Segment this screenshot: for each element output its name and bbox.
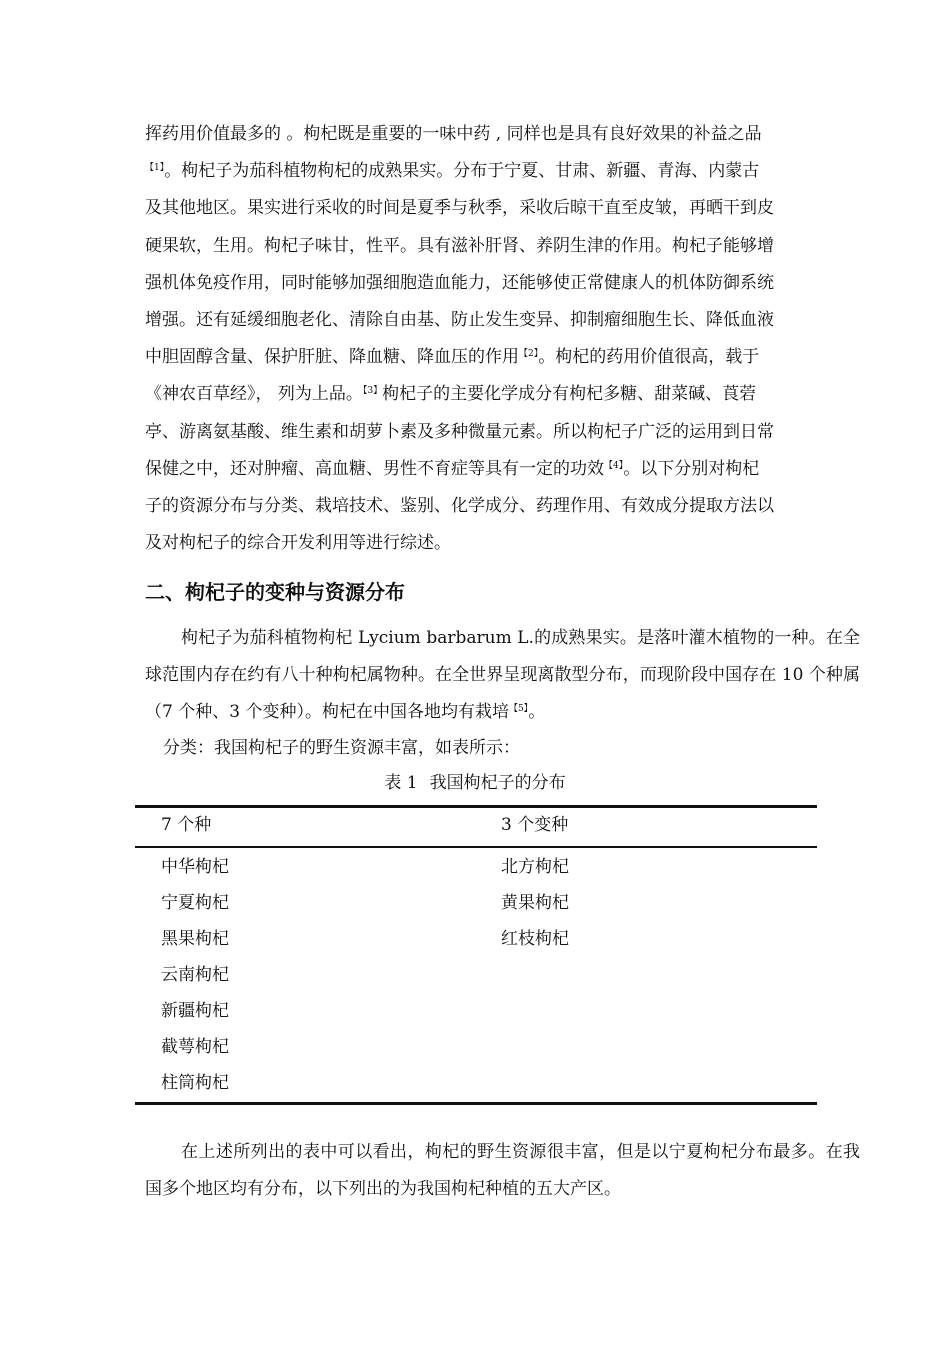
text-line: 《神农百草经》， 列为上品。$^{【3】}$枸杞子的主要化学成分有枸杞多糖、甜菜碱、莨菪 [145, 384, 757, 405]
text-line: 保健之中，还对肿瘤、高血糖、男性不育症等具有一定的功效$^{【4】}$。以下分别对枸杞 [145, 458, 760, 479]
table-cell: 宁夏枸杞 [161, 893, 229, 913]
text-line: 中胆固醇含量、保护肝脏、降血糖、降血压的作用$^{【2】}$。枸杞的药用价值很高，载于 [145, 347, 760, 368]
text-line: 强机体免疫作用，同时能够加强细胞造血能力，还能够使正常健康人的机体防御系统 [145, 272, 774, 293]
citation-ref: 【2】 [519, 349, 539, 360]
text-line: 及其他地区。果实进行采收的时间是夏季与秋季，采收后晾干直至皮皱，再晒干到皮 [145, 198, 774, 219]
text-line: 亭、游离氨基酸、维生素和胡萝卜素及多种微量元素。所以枸杞子广泛的运用到日常 [145, 421, 774, 442]
species-column [161, 849, 229, 1101]
table-caption-label: 表 1 [384, 773, 418, 793]
table-cell: 红枝枸杞 [501, 929, 569, 949]
citation-ref: 【4】 [604, 460, 624, 471]
table-cell: 黑果枸杞 [161, 929, 229, 949]
table-cell: 中华枸杞 [161, 857, 229, 877]
distribution-table [135, 805, 817, 1093]
species-paragraph: 枸杞子为茄科植物枸杞 Lycium barbarum L.的成熟果实。是落叶灌木植物的一种。在全球范围内存在约有八十种枸杞属物种。在全世界呈现离散型分布，而现阶段中国存在 10 个种属（7 个种、3 个变种）。枸杞在中国各地均有栽培$^{【5】}$。 [145, 628, 860, 723]
table-cell: 云南枸杞 [161, 965, 229, 985]
conclusion-paragraph: 在上述所列出的表中可以看出，枸杞的野生资源很丰富，但是以宁夏枸杞分布最多。在我国多个地区均有分布，以下列出的为我国枸杞种植的五大产区。 [145, 1142, 860, 1200]
text-line: 子的资源分布与分类、栽培技术、鉴别、化学成分、药理作用、有效成分提取方法以 [145, 495, 774, 516]
table-header-rule [135, 846, 817, 848]
citation-ref: 【1】 [145, 163, 165, 174]
varieties-column [501, 849, 569, 957]
table-cell: 黄果枸杞 [501, 893, 569, 913]
text-line: $^{【1】}$。枸杞子为茄科植物枸杞的成熟果实。分布于宁夏、甘肃、新疆、青海、内蒙古 [145, 161, 760, 182]
section-heading: 二、枸杞子的变种与资源分布 [145, 580, 405, 604]
table-cell: 柱筒枸杞 [161, 1073, 229, 1093]
citation-ref: 【5】 [508, 704, 529, 715]
table-header-cell: 3 个变种 [501, 815, 569, 835]
intro-paragraph [145, 116, 860, 562]
table-header-cell: 7 个种 [161, 815, 212, 835]
table-cell: 截萼枸杞 [161, 1037, 229, 1057]
text-line: 增强。还有延缓细胞老化、清除自由基、防止发生变异、抑制瘤细胞生长、降低血液 [145, 309, 774, 330]
table-cell: 北方枸杞 [501, 857, 569, 877]
table-caption-title: 我国枸杞子的分布 [429, 773, 566, 793]
table-caption [0, 766, 950, 800]
text-line: 硬果软，生用。枸杞子味甘，性平。具有滋补肝肾、养阴生津的作用。枸杞子能够增 [145, 235, 774, 256]
classification-paragraph: 分类：我国枸杞子的野生资源丰富，如表所示： [163, 738, 520, 758]
table-bottom-rule [135, 1102, 817, 1105]
text-line: 挥药用价值最多的 。枸杞既是重要的一味中药 , 同样也是具有良好效果的补益之品 [145, 124, 762, 144]
table-header-row [135, 808, 817, 846]
citation-ref: 【3】 [362, 386, 383, 397]
table-cell: 新疆枸杞 [161, 1001, 229, 1021]
text-line: 及对枸杞子的综合开发利用等进行综述。 [145, 533, 451, 554]
